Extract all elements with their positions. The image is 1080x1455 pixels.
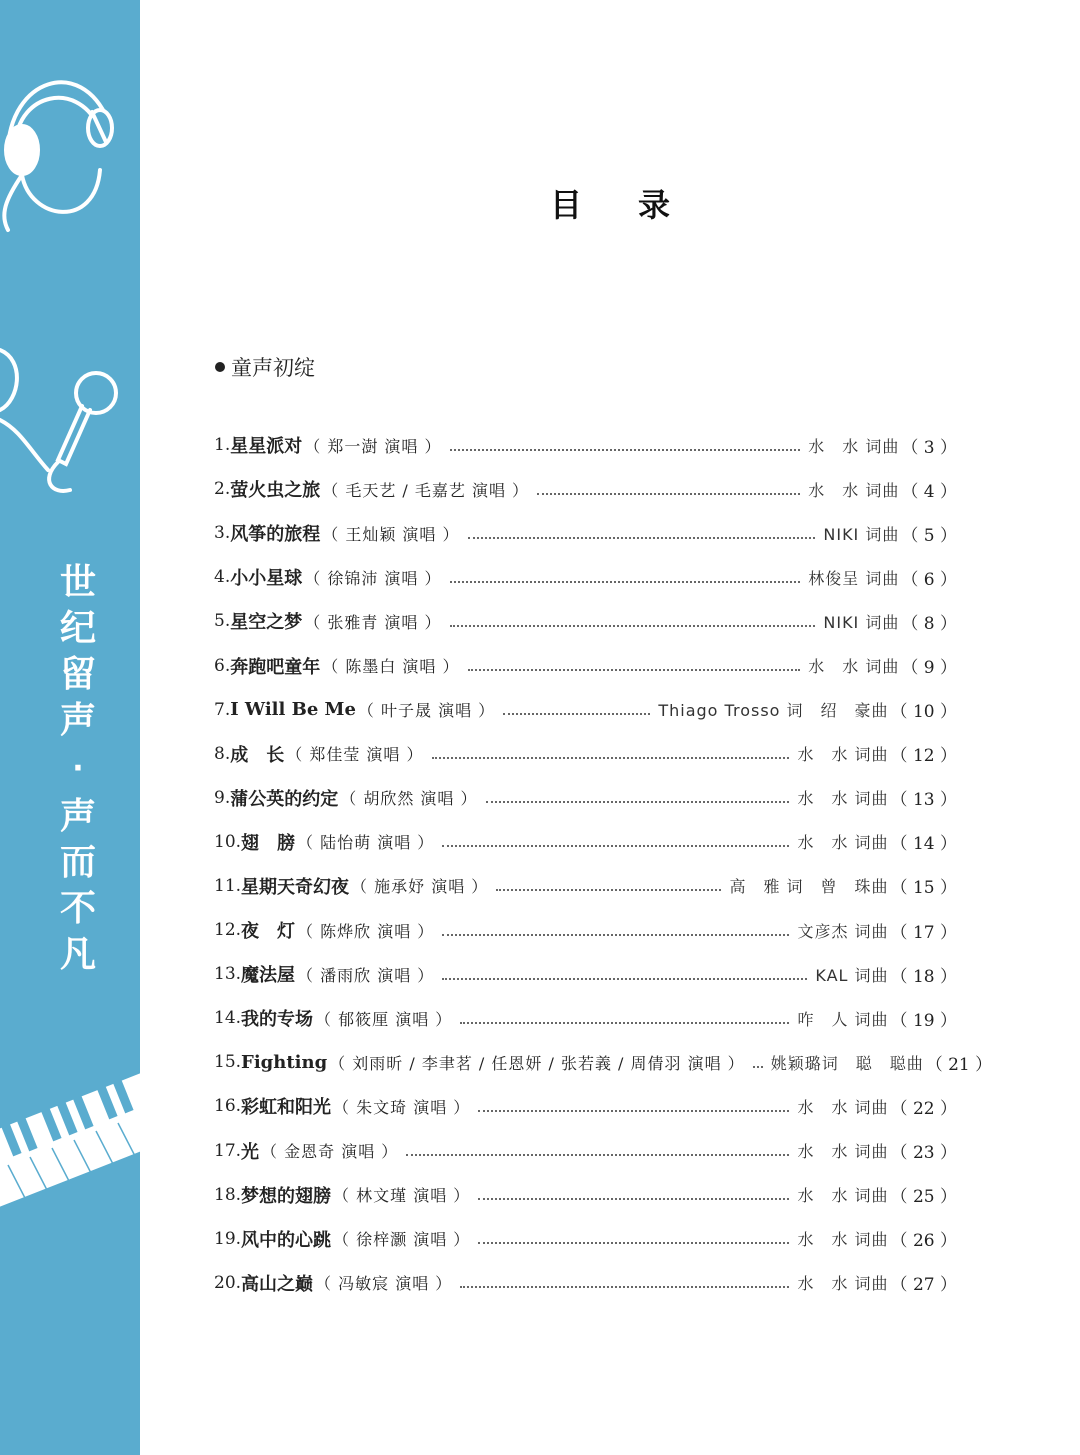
entry-song-title: 星空之梦 bbox=[230, 612, 303, 634]
entry-page-number: （ 13 ） bbox=[890, 790, 957, 811]
dot-leader bbox=[442, 933, 789, 936]
entry-singers: （ 金恩奇 演唱 ） bbox=[261, 1142, 399, 1162]
entry-credit: 林俊呈 词曲 bbox=[808, 568, 900, 588]
dot-leader bbox=[496, 888, 721, 891]
entry-credit: Thiago Trosso 词 绍 豪曲 bbox=[658, 701, 889, 721]
entry-credit: 水 水 词曲 bbox=[797, 1186, 889, 1206]
piano-keys-icon bbox=[0, 1072, 140, 1205]
entry-number: 14. bbox=[214, 1008, 242, 1029]
entry-credit: 水 水 词曲 bbox=[797, 745, 889, 765]
entry-song-title: 光 bbox=[241, 1141, 260, 1163]
entry-singers: （ 叶子晟 演唱 ） bbox=[357, 701, 496, 721]
entry-number: 7. bbox=[214, 699, 231, 720]
series-title-char: 世 bbox=[59, 562, 96, 603]
series-title-char: 而 bbox=[59, 842, 96, 883]
entry-song-title: 魔法屋 bbox=[241, 965, 296, 987]
entry-page-number: （ 10 ） bbox=[890, 702, 957, 723]
entry-page-number: （ 5 ） bbox=[901, 525, 957, 546]
toc-entry[interactable] bbox=[214, 1084, 957, 1128]
headphones-icon bbox=[4, 82, 112, 230]
entry-credit: 水 水 词曲 bbox=[808, 657, 900, 677]
entry-number: 20. bbox=[214, 1272, 242, 1293]
entry-singers: （ 朱文琦 演唱 ） bbox=[333, 1097, 471, 1117]
entry-number: 4. bbox=[214, 567, 231, 588]
entry-credit: 姚颖璐词 聪 聪曲 bbox=[770, 1053, 924, 1073]
section-heading bbox=[215, 352, 315, 382]
page-title-text: 目录 bbox=[549, 186, 726, 224]
toc-entry[interactable] bbox=[214, 467, 957, 511]
dot-leader bbox=[468, 668, 801, 671]
entry-song-title: 奔跑吧童年 bbox=[230, 656, 321, 678]
entry-page-number: （ 17 ） bbox=[890, 922, 957, 943]
series-title-separator: · bbox=[72, 751, 84, 786]
toc-entry[interactable] bbox=[214, 423, 957, 467]
entry-credit: 高 雅 词 曾 珠曲 bbox=[729, 877, 889, 897]
toc-entry[interactable] bbox=[214, 555, 957, 599]
entry-page-number: （ 23 ） bbox=[890, 1143, 957, 1164]
entry-singers: （ 陆怡萌 演唱 ） bbox=[297, 833, 435, 853]
entry-credit: NIKI 词曲 bbox=[823, 524, 900, 544]
series-title-char: 声 bbox=[59, 700, 96, 741]
entry-song-title: 萤火虫之旅 bbox=[230, 480, 321, 502]
entry-singers: （ 胡欣然 演唱 ） bbox=[340, 789, 478, 809]
entry-page-number: （ 4 ） bbox=[901, 481, 957, 502]
dot-leader bbox=[753, 1065, 763, 1068]
dot-leader bbox=[442, 844, 789, 847]
dot-leader bbox=[478, 1109, 789, 1112]
dot-leader bbox=[478, 1197, 789, 1200]
entry-number: 2. bbox=[214, 479, 231, 500]
entry-song-title: 风中的心跳 bbox=[241, 1229, 332, 1251]
entry-page-number: （ 3 ） bbox=[901, 437, 957, 458]
entry-singers: （ 郑佳莹 演唱 ） bbox=[286, 745, 424, 765]
entry-page-number: （ 21 ） bbox=[925, 1054, 993, 1075]
entry-singers: （ 刘雨昕 / 李聿茗 / 任恩妍 / 张若義 / 周倩羽 演唱 ） bbox=[329, 1053, 745, 1073]
toc-entry[interactable] bbox=[214, 1217, 957, 1261]
entry-page-number: （ 12 ） bbox=[890, 746, 957, 767]
toc-entry[interactable] bbox=[214, 1173, 957, 1217]
entry-number: 9. bbox=[214, 787, 231, 808]
entry-page-number: （ 22 ） bbox=[890, 1098, 957, 1119]
entry-number: 1. bbox=[214, 435, 231, 456]
entry-credit: 水 水 词曲 bbox=[797, 1230, 889, 1250]
entry-song-title: 梦想的翅膀 bbox=[241, 1185, 332, 1207]
entry-credit: KAL 词曲 bbox=[815, 965, 889, 985]
entry-song-title: 翅 膀 bbox=[241, 832, 296, 854]
toc-entry[interactable] bbox=[214, 643, 957, 687]
entry-credit: 水 水 词曲 bbox=[808, 480, 900, 500]
toc-list bbox=[214, 423, 993, 1305]
dot-leader bbox=[450, 624, 816, 627]
entry-song-title: 夜 灯 bbox=[241, 921, 296, 943]
entry-number: 3. bbox=[214, 523, 231, 544]
entry-page-number: （ 27 ） bbox=[890, 1275, 957, 1296]
entry-number: 8. bbox=[214, 743, 231, 764]
toc-entry[interactable] bbox=[214, 1040, 993, 1084]
entry-credit: 文彦杰 词曲 bbox=[797, 921, 889, 941]
entry-song-title: 蒲公英的约定 bbox=[230, 788, 339, 810]
section-heading-text: 童声初绽 bbox=[231, 356, 315, 380]
dot-leader bbox=[406, 1153, 789, 1156]
entry-singers: （ 郁筱厘 演唱 ） bbox=[315, 1009, 453, 1029]
entry-song-title: 风筝的旅程 bbox=[230, 524, 321, 546]
dot-leader bbox=[450, 448, 801, 451]
entry-page-number: （ 8 ） bbox=[901, 613, 957, 634]
toc-entry[interactable] bbox=[214, 776, 957, 820]
dot-leader bbox=[478, 1241, 789, 1244]
entry-song-title: I Will Be Me bbox=[230, 699, 356, 721]
dot-leader bbox=[442, 977, 807, 980]
entry-singers: （ 郑一澍 演唱 ） bbox=[304, 436, 442, 456]
entry-number: 16. bbox=[214, 1096, 242, 1117]
entry-credit: 水 水 词曲 bbox=[797, 1097, 889, 1117]
entry-page-number: （ 26 ） bbox=[890, 1231, 957, 1252]
entry-singers: （ 冯敏宸 演唱 ） bbox=[315, 1274, 453, 1294]
entry-song-title: 星期天奇幻夜 bbox=[241, 876, 350, 898]
sidebar bbox=[0, 0, 140, 1455]
entry-singers: （ 陈墨白 演唱 ） bbox=[322, 657, 460, 677]
entry-number: 6. bbox=[214, 655, 231, 676]
entry-page-number: （ 18 ） bbox=[890, 966, 957, 987]
entry-page-number: （ 19 ） bbox=[890, 1010, 957, 1031]
entry-credit: 水 水 词曲 bbox=[808, 436, 900, 456]
entry-singers: （ 施承妤 演唱 ） bbox=[351, 877, 489, 897]
dot-leader bbox=[460, 1021, 789, 1024]
entry-page-number: （ 15 ） bbox=[890, 878, 957, 899]
entry-number: 11. bbox=[214, 875, 242, 896]
dot-leader bbox=[486, 800, 790, 803]
entry-song-title: 小小星球 bbox=[230, 568, 303, 590]
toc-entry[interactable] bbox=[214, 1129, 957, 1173]
toc-entry[interactable] bbox=[214, 1261, 957, 1305]
entry-number: 15. bbox=[214, 1052, 242, 1073]
entry-singers: （ 徐梓灏 演唱 ） bbox=[333, 1230, 471, 1250]
entry-credit: 水 水 词曲 bbox=[797, 833, 889, 853]
toc-entry[interactable] bbox=[214, 732, 957, 776]
dot-leader bbox=[432, 756, 790, 759]
entry-number: 18. bbox=[214, 1184, 242, 1205]
entry-song-title: 彩虹和阳光 bbox=[241, 1097, 332, 1119]
entry-page-number: （ 9 ） bbox=[901, 658, 957, 679]
toc-entry[interactable] bbox=[214, 688, 957, 732]
bullet-icon bbox=[215, 362, 225, 372]
dot-leader bbox=[468, 536, 816, 539]
series-title-char: 凡 bbox=[59, 934, 96, 975]
entry-credit: 水 水 词曲 bbox=[797, 789, 889, 809]
toc-entry[interactable] bbox=[214, 996, 957, 1040]
toc-entry[interactable] bbox=[214, 952, 957, 996]
entry-number: 17. bbox=[214, 1140, 242, 1161]
entry-page-number: （ 14 ） bbox=[890, 834, 957, 855]
entry-singers: （ 林文瑾 演唱 ） bbox=[333, 1186, 471, 1206]
toc-entry[interactable] bbox=[214, 820, 957, 864]
entry-song-title: Fighting bbox=[241, 1051, 328, 1073]
entry-page-number: （ 6 ） bbox=[901, 569, 957, 590]
entry-credit: 水 水 词曲 bbox=[797, 1274, 889, 1294]
entry-page-number: （ 25 ） bbox=[890, 1187, 957, 1208]
entry-singers: （ 毛天艺 / 毛嘉艺 演唱 ） bbox=[322, 480, 530, 500]
series-title-char: 不 bbox=[59, 888, 96, 929]
entry-singers: （ 王灿颖 演唱 ） bbox=[322, 524, 460, 544]
entry-singers: （ 陈烨欣 演唱 ） bbox=[297, 921, 435, 941]
entry-number: 19. bbox=[214, 1228, 242, 1249]
dot-leader bbox=[450, 580, 801, 583]
toc-entry[interactable] bbox=[214, 511, 957, 555]
entry-singers: （ 徐锦沛 演唱 ） bbox=[304, 568, 442, 588]
entry-song-title: 高山之巅 bbox=[241, 1273, 314, 1295]
entry-singers: （ 潘雨欣 演唱 ） bbox=[297, 965, 435, 985]
entry-credit: 咋 人 词曲 bbox=[797, 1009, 889, 1029]
entry-number: 13. bbox=[214, 964, 242, 985]
dot-leader bbox=[460, 1285, 789, 1288]
entry-song-title: 星星派对 bbox=[230, 436, 303, 458]
series-title bbox=[50, 560, 106, 978]
entry-credit: NIKI 词曲 bbox=[823, 612, 900, 632]
toc-entry[interactable] bbox=[214, 864, 957, 908]
microphone-icon bbox=[0, 350, 116, 491]
series-title-char: 声 bbox=[59, 796, 96, 837]
entry-song-title: 成 长 bbox=[230, 744, 285, 766]
toc-entry[interactable] bbox=[214, 908, 957, 952]
entry-singers: （ 张雅青 演唱 ） bbox=[304, 612, 442, 632]
entry-number: 5. bbox=[214, 611, 231, 632]
page-title bbox=[140, 180, 1080, 226]
entry-number: 10. bbox=[214, 831, 242, 852]
series-title-char: 纪 bbox=[59, 608, 96, 649]
dot-leader bbox=[503, 712, 650, 715]
entry-number: 12. bbox=[214, 920, 242, 941]
toc-entry[interactable] bbox=[214, 599, 957, 643]
series-title-char: 留 bbox=[59, 654, 96, 695]
entry-credit: 水 水 词曲 bbox=[797, 1142, 889, 1162]
dot-leader bbox=[537, 492, 800, 495]
entry-song-title: 我的专场 bbox=[241, 1009, 314, 1031]
